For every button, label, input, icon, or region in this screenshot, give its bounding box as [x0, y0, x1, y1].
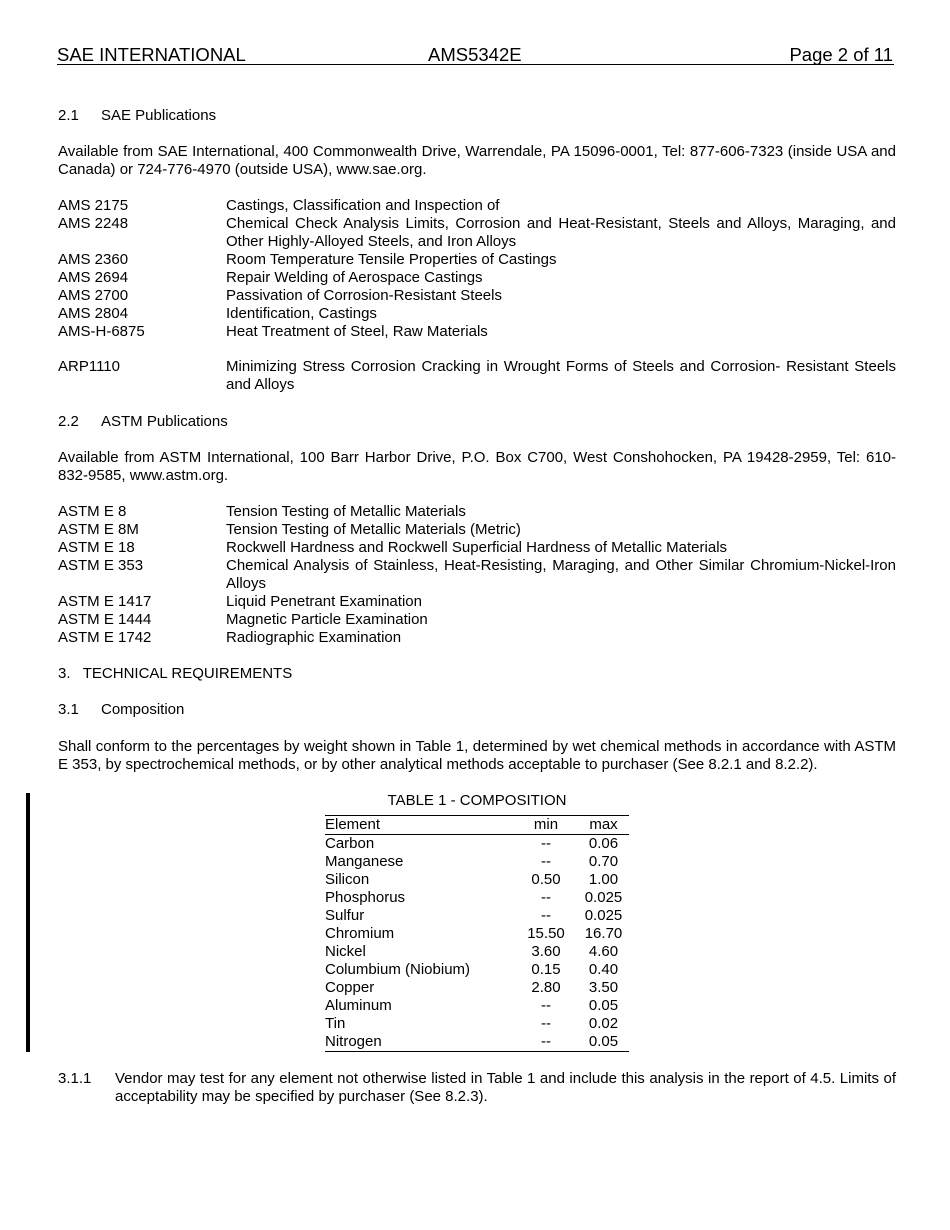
- max-cell: 0.70: [588, 853, 619, 870]
- reference-title: Tension Testing of Metallic Materials: [226, 503, 466, 520]
- max-cell: 4.60: [588, 943, 619, 960]
- min-cell: --: [541, 907, 551, 924]
- reference-title: Passivation of Corrosion-Resistant Steels: [226, 287, 502, 304]
- element-cell: Columbium (Niobium): [325, 961, 471, 978]
- min-cell: --: [541, 889, 551, 906]
- table-row: [325, 907, 629, 925]
- max-cell: 1.00: [588, 871, 619, 888]
- revision-change-bar: [26, 793, 30, 1052]
- header-organization: SAE INTERNATIONAL: [57, 44, 246, 65]
- max-cell: 0.40: [588, 961, 619, 978]
- column-header-min: min: [533, 816, 559, 833]
- reference-code: ASTM E 1417: [58, 593, 152, 610]
- reference-code: ASTM E 8M: [58, 521, 139, 538]
- section-3-heading: 3. TECHNICAL REQUIREMENTS: [58, 665, 293, 682]
- max-cell: 16.70: [584, 925, 623, 942]
- min-cell: 0.15: [531, 961, 561, 978]
- element-cell: Sulfur: [325, 907, 365, 924]
- max-cell: 0.06: [588, 835, 619, 852]
- table-title: TABLE 1 - COMPOSITION: [387, 792, 567, 809]
- max-cell: 0.05: [588, 997, 619, 1014]
- reference-code: AMS 2175: [58, 197, 129, 214]
- reference-code: ASTM E 353: [58, 557, 144, 574]
- section-2-2-title: ASTM Publications: [101, 413, 228, 430]
- reference-code: AMS 2694: [58, 269, 129, 286]
- reference-code: AMS 2248: [58, 215, 129, 232]
- element-cell: Chromium: [325, 925, 395, 942]
- reference-code: ARP1110: [58, 358, 120, 375]
- element-cell: Silicon: [325, 871, 370, 888]
- table-row: [325, 961, 629, 979]
- reference-code: AMS 2360: [58, 251, 129, 268]
- element-cell: Carbon: [325, 835, 375, 852]
- element-cell: Nitrogen: [325, 1033, 382, 1050]
- reference-title: Chemical Check Analysis Limits, Corrosion and Heat-Resistant, Steels and Alloys, Maraging, and Other Highly-Alloyed Steels, and Iron Alloys: [226, 215, 896, 250]
- table-row: [325, 979, 629, 997]
- table-row: [325, 997, 629, 1015]
- table-header-row: [325, 816, 629, 835]
- reference-code: ASTM E 1742: [58, 629, 152, 646]
- reference-title: Liquid Penetrant Examination: [226, 593, 422, 610]
- reference-code: AMS 2700: [58, 287, 129, 304]
- reference-title: Minimizing Stress Corrosion Cracking in Wrought Forms of Steels and Corrosion- Resistant Steels and Alloys: [226, 358, 896, 393]
- min-cell: 3.60: [531, 943, 561, 960]
- section-3-1-1-body: Vendor may test for any element not otherwise listed in Table 1 and include this analysis in the report of 4.5. Limits of acceptability may be specified by purchaser (See 8.2.3).: [115, 1070, 896, 1105]
- reference-title: Magnetic Particle Examination: [226, 611, 428, 628]
- column-header-element: Element: [325, 816, 381, 833]
- table-row: [325, 1015, 629, 1033]
- element-cell: Tin: [325, 1015, 346, 1032]
- table-row: [325, 925, 629, 943]
- section-2-1-availability: Available from SAE International, 400 Commonwealth Drive, Warrendale, PA 15096-0001, Tel: 877-606-7323 (inside USA and Canada) or 724-776-4970 (outside USA), www.sae.org.: [58, 143, 896, 178]
- section-3-1-1-number: 3.1.1: [58, 1070, 92, 1087]
- reference-title: Room Temperature Tensile Properties of Castings: [226, 251, 557, 268]
- reference-code: ASTM E 1444: [58, 611, 152, 628]
- element-cell: Nickel: [325, 943, 366, 960]
- reference-title: Rockwell Hardness and Rockwell Superficial Hardness of Metallic Materials: [226, 539, 728, 556]
- section-2-2-number: 2.2: [58, 413, 79, 430]
- section-2-1-title: SAE Publications: [101, 107, 217, 124]
- section-3-1-body: Shall conform to the percentages by weight shown in Table 1, determined by wet chemical methods in accordance with ASTM E 353, by spectrochemical methods, or by other analytical methods acceptable to purchaser (See 8.2.1 and 8.2.2).: [58, 738, 896, 773]
- reference-code: AMS-H-6875: [58, 323, 145, 340]
- reference-title: Castings, Classification and Inspection of: [226, 197, 500, 214]
- min-cell: 2.80: [531, 979, 561, 996]
- section-2-1-number: 2.1: [58, 107, 79, 124]
- table-row: [325, 871, 629, 889]
- max-cell: 0.025: [584, 907, 623, 924]
- reference-code: AMS 2804: [58, 305, 129, 322]
- table-row: [325, 889, 629, 907]
- reference-title: Chemical Analysis of Stainless, Heat-Resisting, Maraging, and Other Similar Chromium-Nickel-Iron Alloys: [226, 557, 896, 592]
- reference-title: Radiographic Examination: [226, 629, 402, 646]
- min-cell: 0.50: [531, 871, 561, 888]
- header-rule: [57, 64, 894, 65]
- header-document-number: AMS5342E: [428, 44, 522, 65]
- min-cell: --: [541, 997, 551, 1014]
- max-cell: 0.02: [588, 1015, 619, 1032]
- table-row: [325, 853, 629, 871]
- reference-code: ASTM E 18: [58, 539, 135, 556]
- element-cell: Phosphorus: [325, 889, 406, 906]
- min-cell: 15.50: [527, 925, 565, 942]
- reference-code: ASTM E 8: [58, 503, 127, 520]
- section-2-2-availability: Available from ASTM International, 100 Barr Harbor Drive, P.O. Box C700, West Conshohocken, PA 19428-2959, Tel: 610-832-9585, www.astm.org.: [58, 449, 896, 484]
- column-header-max: max: [589, 816, 618, 833]
- max-cell: 3.50: [588, 979, 619, 996]
- max-cell: 0.025: [584, 889, 623, 906]
- reference-title: Tension Testing of Metallic Materials (Metric): [226, 521, 521, 538]
- element-cell: Copper: [325, 979, 375, 996]
- min-cell: --: [541, 1033, 551, 1050]
- min-cell: --: [541, 853, 551, 870]
- composition-table: [325, 815, 629, 1052]
- max-cell: 0.05: [588, 1033, 619, 1050]
- min-cell: --: [541, 1015, 551, 1032]
- table-row: [325, 943, 629, 961]
- section-3-1-title: Composition: [101, 701, 185, 718]
- element-cell: Aluminum: [325, 997, 392, 1014]
- table-row: [325, 835, 629, 854]
- reference-title: Repair Welding of Aerospace Castings: [226, 269, 483, 286]
- section-3-1-number: 3.1: [58, 701, 79, 718]
- table-row: [325, 1033, 629, 1052]
- min-cell: --: [541, 835, 551, 852]
- element-cell: Manganese: [325, 853, 404, 870]
- header-page-number: Page 2 of 11: [789, 44, 893, 65]
- reference-title: Identification, Castings: [226, 305, 377, 322]
- reference-title: Heat Treatment of Steel, Raw Materials: [226, 323, 488, 340]
